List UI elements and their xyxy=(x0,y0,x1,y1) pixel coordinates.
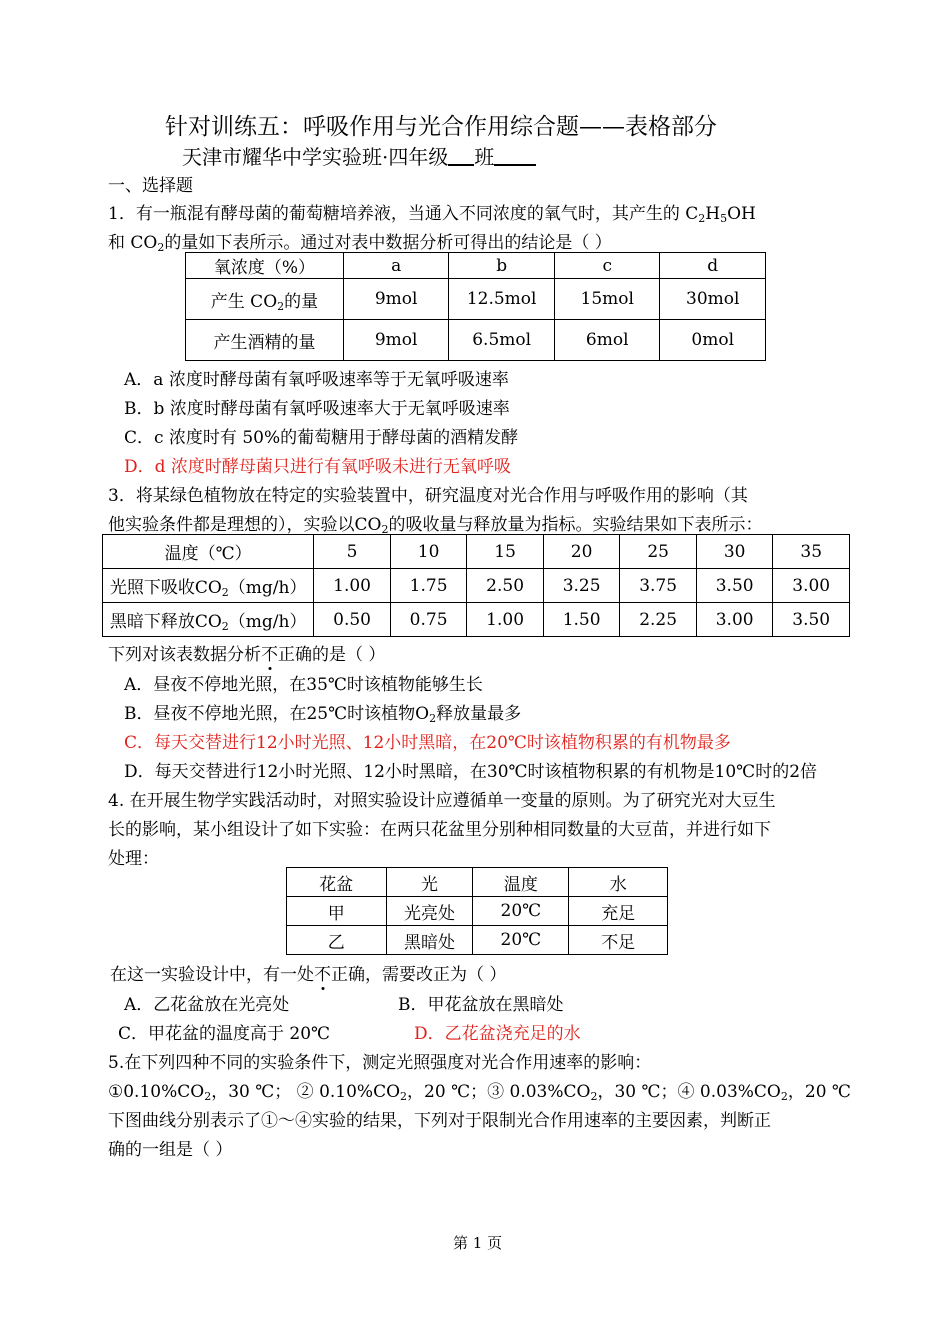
page-title: 针对训练五：呼吸作用与光合作用综合题——表格部分 xyxy=(165,114,717,140)
q4-option-a: A．乙花盆放在光亮处 xyxy=(124,995,290,1015)
q1-table xyxy=(185,252,766,361)
q4-option-b: B．甲花盆放在黑暗处 xyxy=(398,995,564,1015)
section-heading: 一、选择题 xyxy=(108,176,193,196)
q4-option-c: C．甲花盆的温度高于 20℃ xyxy=(118,1024,331,1044)
q4-cell: 20℃ xyxy=(473,897,569,926)
q3-cell: 3.00 xyxy=(696,603,773,637)
q3-temp-cell: 25 xyxy=(620,535,697,569)
page-number: 第 1 页 xyxy=(453,1234,503,1252)
q1-cell: 12.5mol xyxy=(449,279,555,320)
q4-stem-line2: 长的影响，某小组设计了如下实验：在两只花盆里分别种相同数量的大豆苗，并进行如下 xyxy=(108,820,771,840)
class-blank xyxy=(494,146,536,166)
q5-stem-line4: 确的一组是（ ） xyxy=(108,1140,233,1160)
q3-row-label: 黑暗下释放$CO_2(mg/h)$ xyxy=(103,603,314,637)
q3-header-label: 温度（℃） xyxy=(103,535,314,569)
q3-stem-line2: 他实验条件都是理想的），实验以$CO_2$的吸收量与释放量为指标。实验结果如下表所示： xyxy=(108,515,763,536)
q3-option-c-answer: C．每天交替进行12小时光照、12小时黑暗，在20℃时该植物积累的有机物最多 xyxy=(124,733,731,753)
q1-header-cell: c xyxy=(554,253,659,279)
q1-cell: 15mol xyxy=(554,279,659,320)
grade-blank xyxy=(448,146,474,166)
q1-option-c: C．c 浓度时有 50%的葡萄糖用于酵母菌的酒精发酵 xyxy=(124,428,519,448)
q5-stem-line1: 5.在下列四种不同的实验条件下，测定光照强度对光合作用速率的影响： xyxy=(108,1053,652,1073)
page-subtitle xyxy=(182,141,536,170)
q3-cell: 2.25 xyxy=(620,603,697,637)
q3-temp-cell: 15 xyxy=(467,535,544,569)
q4-cell: 光亮处 xyxy=(386,897,473,926)
q3-row-label: 光照下吸收$CO_2(mg/h)$ xyxy=(103,569,314,603)
school-name: 天津市耀华中学实验班·四年级 xyxy=(182,145,449,169)
q3-cell: 0.75 xyxy=(390,603,467,637)
q1-stem-line1: 1．有一瓶混有酵母菌的葡萄糖培养液，当通入不同浓度的氧气时，其产生的 $C_2H_5OH$ xyxy=(108,204,756,225)
q3-stem-line1: 3．将某绿色植物放在特定的实验装置中，研究温度对光合作用与呼吸作用的影响（其 xyxy=(108,486,748,506)
q1-header-cell: a xyxy=(343,253,448,279)
emphasis-dot: 不 xyxy=(314,965,331,985)
class-label: 班 xyxy=(474,145,495,169)
q3-cell: 0.50 xyxy=(314,603,391,637)
q1-header-cell: b xyxy=(449,253,555,279)
q5-stem-line3: 下图曲线分别表示了①～④实验的结果，下列对于限制光合作用速率的主要因素，判断正 xyxy=(108,1111,771,1131)
q4-header-cell: 光 xyxy=(386,868,473,897)
emphasis-dot: 不 xyxy=(261,645,278,665)
q3-temp-cell: 5 xyxy=(314,535,391,569)
q4-question-stem: 在这一实验设计中，有一处不正确，需要改正为（ ） xyxy=(110,965,507,985)
q1-cell: 30mol xyxy=(660,279,766,320)
q4-stem-line1: 4. 在开展生物学实践活动时，对照实验设计应遵循单一变量的原则。为了研究光对大豆生 xyxy=(108,791,776,811)
q1-cell: 9mol xyxy=(343,279,448,320)
q3-option-d: D．每天交替进行12小时光照、12小时黑暗，在30℃时该植物积累的有机物是10℃时的2倍 xyxy=(124,762,818,782)
q3-cell: 3.75 xyxy=(620,569,697,603)
q3-option-b: B．昼夜不停地光照，在25℃时该植物$O_2$释放量最多 xyxy=(124,704,522,725)
q1-cell: 6mol xyxy=(554,320,659,361)
q3-cell: 3.50 xyxy=(773,603,850,637)
q3-question-stem: 下列对该表数据分析不正确的是（ ） xyxy=(108,645,386,665)
q4-cell: 充足 xyxy=(569,897,668,926)
q3-option-a: A．昼夜不停地光照，在35℃时该植物能够生长 xyxy=(124,675,483,695)
q4-header-cell: 水 xyxy=(569,868,668,897)
q1-option-d-answer: D．d 浓度时酵母菌只进行有氧呼吸未进行无氧呼吸 xyxy=(124,457,511,477)
q3-temp-cell: 30 xyxy=(696,535,773,569)
q3-temp-cell: 20 xyxy=(543,535,620,569)
q5-conditions: $①0.10\%CO_2$，30 ℃； ② $0.10\%CO_2$，20 ℃；③ $0.03\%CO_2$，30 ℃；④ $0.03\%CO_2$，20 ℃ xyxy=(108,1082,851,1103)
q4-cell: 乙 xyxy=(287,926,387,955)
q3-cell: 3.25 xyxy=(543,569,620,603)
q4-option-d-answer: D．乙花盆浇充足的水 xyxy=(414,1024,581,1044)
q3-cell: 1.75 xyxy=(390,569,467,603)
q4-table xyxy=(286,867,668,955)
q4-cell: 黑暗处 xyxy=(386,926,473,955)
q4-stem-line3: 处理： xyxy=(108,849,159,869)
q1-row-label: 产生酒精的量 xyxy=(186,320,344,361)
q1-header-cell: 氧浓度（%） xyxy=(186,253,344,279)
q3-cell: 1.00 xyxy=(314,569,391,603)
q4-header-cell: 温度 xyxy=(473,868,569,897)
q3-cell: 1.00 xyxy=(467,603,544,637)
q1-row-label: 产生 $CO_2$的量 xyxy=(186,279,344,320)
q3-temp-cell: 35 xyxy=(773,535,850,569)
q4-cell: 20℃ xyxy=(473,926,569,955)
q1-cell: 9mol xyxy=(343,320,448,361)
q1-stem-line2: 和 $CO_2$的量如下表所示。通过对表中数据分析可得出的结论是（ ） xyxy=(108,233,612,254)
q4-header-cell: 花盆 xyxy=(287,868,387,897)
q1-header-cell: d xyxy=(660,253,766,279)
q4-cell: 甲 xyxy=(287,897,387,926)
q1-option-b: B．b 浓度时酵母菌有氧呼吸速率大于无氧呼吸速率 xyxy=(124,399,510,419)
q4-cell: 不足 xyxy=(569,926,668,955)
q3-cell: 1.50 xyxy=(543,603,620,637)
q3-cell: 3.00 xyxy=(773,569,850,603)
q1-cell: 6.5mol xyxy=(449,320,555,361)
q3-cell: 3.50 xyxy=(696,569,773,603)
q3-table xyxy=(102,534,850,637)
q3-temp-cell: 10 xyxy=(390,535,467,569)
q3-cell: 2.50 xyxy=(467,569,544,603)
q1-cell: 0mol xyxy=(660,320,766,361)
q1-option-a: A．a 浓度时酵母菌有氧呼吸速率等于无氧呼吸速率 xyxy=(124,370,509,390)
